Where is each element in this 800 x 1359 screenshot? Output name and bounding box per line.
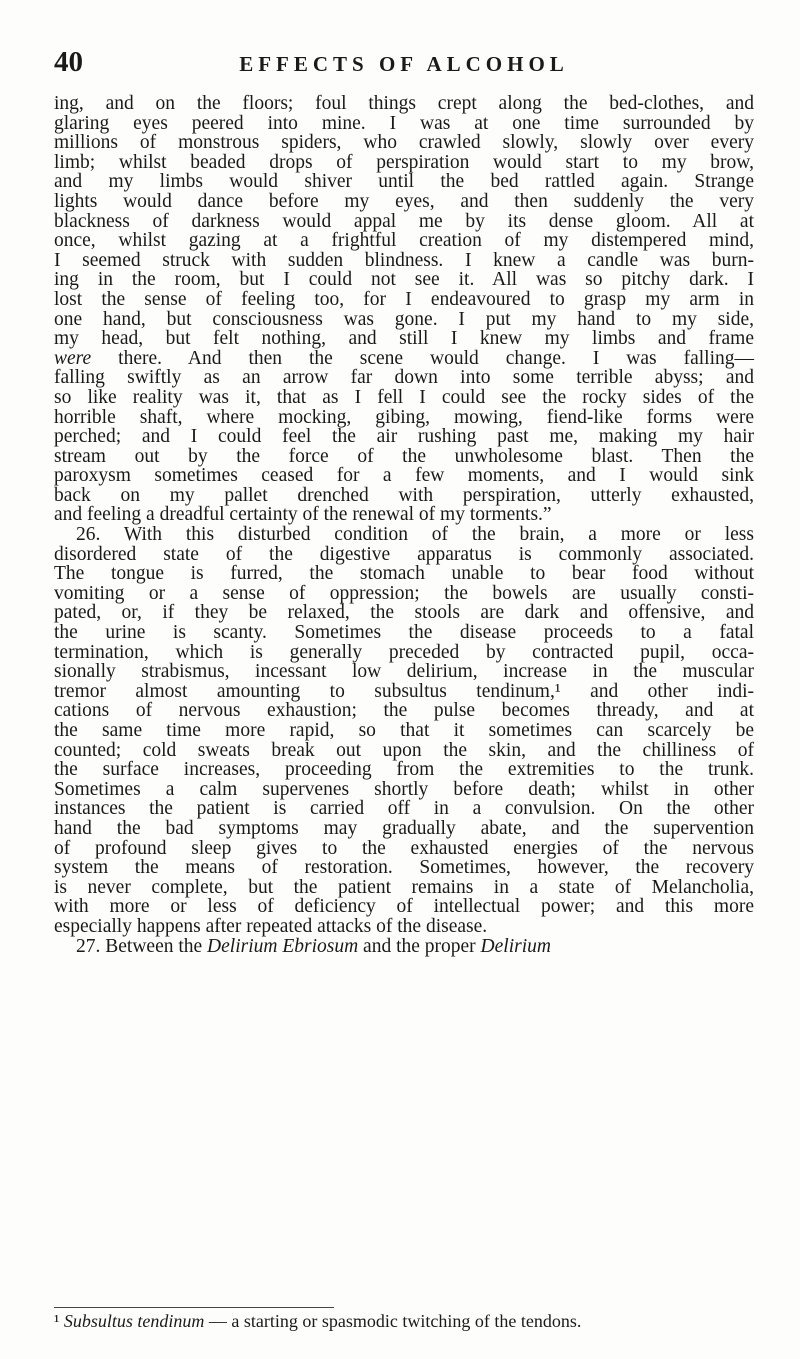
text-line: especially happens after repeated attacks of the disease. [54, 915, 488, 937]
text-line: one hand, but consciousness was gone. I put my hand to my side, [54, 308, 754, 330]
text-line: my head, but felt nothing, and still I knew my limbs and frame [54, 328, 754, 350]
text-line: I seemed struck with sudden blindness. I knew a candle was burn- [54, 249, 754, 271]
text-line: lost the sense of feeling too, for I endeavoured to grasp my arm in [54, 288, 754, 310]
text-line: with more or less of deficiency of intellectual power; and this more [54, 896, 754, 918]
text-line: once, whilst gazing at a frightful creation of my distempered mind, [54, 230, 754, 252]
text-line: blackness of darkness would appal me by its dense gloom. All at [54, 210, 754, 232]
text-line: pated, or, if they be relaxed, the stools are dark and offensive, and [54, 602, 754, 624]
text-line: stream out by the force of the unwholesome blast. Then the [54, 445, 754, 467]
text-line: tremor almost amounting to subsultus tendinum,¹ and other indi- [54, 680, 754, 702]
text-line: system the means of restoration. Sometimes, however, the recovery [54, 857, 754, 879]
text-line: Sometimes a calm supervenes shortly before death; whilst in other [54, 778, 754, 800]
text-line: counted; cold sweats break out upon the skin, and the chilliness of [54, 739, 754, 761]
text-line: the urine is scanty. Sometimes the disease proceeds to a fatal [54, 622, 754, 644]
footnote: ¹ Subsultus tendinum — a starting or spasmodic twitching of the tendons. [54, 1311, 582, 1331]
text-line: sionally strabismus, incessant low delirium, increase in the muscular [54, 661, 754, 683]
text-line: ing, and on the floors; foul things crept along the bed-clothes, and [54, 93, 754, 114]
footnote-rule [54, 1307, 334, 1308]
text-line: were there. And then the scene would change. I was falling— [54, 347, 754, 369]
page-header [54, 46, 754, 86]
text-line: hand the bad symptoms may gradually abate, and the supervention [54, 817, 754, 839]
body-text [54, 94, 754, 956]
text-line: millions of monstrous spiders, who crawled slowly, slowly over every [54, 132, 754, 154]
text-line: limb; whilst beaded drops of perspiration would start to my brow, [54, 151, 754, 173]
text-line: instances the patient is carried off in a convulsion. On the other [54, 798, 754, 820]
text-line: The tongue is furred, the stomach unable to bear food without [54, 563, 754, 585]
page-number: 40 [54, 46, 83, 78]
text-line: lights would dance before my eyes, and then suddenly the very [54, 190, 754, 212]
text-line: 27. Between the Delirium Ebriosum and the proper Delirium [76, 935, 551, 957]
text-line: 26. With this disturbed condition of the brain, a more or less [76, 524, 754, 546]
text-line: back on my pallet drenched with perspiration, utterly exhausted, [54, 484, 754, 506]
text-line: ing in the room, but I could not see it. All was so pitchy dark. I [54, 269, 754, 291]
text-line: disordered state of the digestive apparatus is commonly associated. [54, 543, 754, 565]
text-line: glaring eyes peered into mine. I was at one time surrounded by [54, 112, 754, 134]
text-line: perched; and I could feel the air rushing past me, making my hair [54, 426, 754, 448]
text-line: paroxysm sometimes ceased for a few moments, and I would sink [54, 465, 754, 487]
text-line: vomiting or a sense of oppression; the bowels are usually consti- [54, 582, 754, 604]
text-line: termination, which is generally preceded by contracted pupil, occa- [54, 641, 754, 663]
running-head: EFFECTS OF ALCOHOL [239, 52, 569, 76]
text-line: the surface increases, proceeding from the extremities to the trunk. [54, 759, 754, 781]
text-line: and my limbs would shiver until the bed rattled again. Strange [54, 171, 754, 193]
text-line: so like reality was it, that as I fell I could see the rocky sides of the [54, 386, 754, 408]
text-line: is never complete, but the patient remains in a state of Melancholia, [54, 876, 754, 898]
text-line: cations of nervous exhaustion; the pulse becomes thready, and at [54, 700, 754, 722]
text-line: horrible shaft, where mocking, gibing, mowing, fiend-like forms were [54, 406, 754, 428]
text-line: of profound sleep gives to the exhausted energies of the nervous [54, 837, 754, 859]
text-line: falling swiftly as an arrow far down into some terrible abyss; and [54, 367, 754, 389]
text-line: the same time more rapid, so that it sometimes can scarcely be [54, 720, 754, 741]
text-line: and feeling a dreadful certainty of the renewal of my torments.” [54, 504, 552, 526]
